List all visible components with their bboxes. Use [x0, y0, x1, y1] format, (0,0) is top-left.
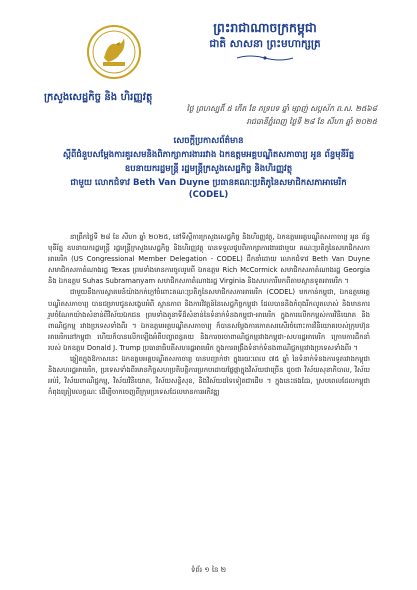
ministry-logo	[86, 24, 142, 80]
ministry-name: ក្រសួងសេដ្ឋកិច្ច និង ហិរញ្ញវត្ថុ	[44, 92, 153, 103]
title-line-1: សេចក្តីប្រកាសព័ត៌មាន	[173, 136, 244, 146]
lunar-date: ថ្ងៃ ព្រហស្បតិ៍ ៥ កើត ខែ ភទ្របទ ឆ្នាំ ម្សាញ់ សប្តស័ក ព.ស. ២៥៦៨	[186, 104, 377, 113]
title-line-3: ឧបនាយករដ្ឋមន្ត្រី រដ្ឋមន្ត្រីក្រសួងសេដ្ឋកិច្ច និងហិរញ្ញវត្ថុ	[124, 164, 293, 174]
press-release-body	[48, 232, 370, 398]
solar-date: រាជធានីភ្នំពេញ ថ្ងៃទី ២៨ ខែ សីហា ឆ្នាំ ២០២៥	[246, 117, 377, 126]
title-line-2: ស្តីពីជំនួបសម្តែងការគួរសមនិងពិភាក្សាការងាររវាង ឯកឧត្តមអគ្គបណ្ឌិតសភាចារ្យ អូន ព័ន្ធមុនីរ័ត្ន	[62, 150, 355, 160]
ornament-divider	[235, 54, 295, 62]
page-number: ទំព័រ ១ នៃ ២	[190, 566, 227, 574]
national-motto: ជាតិ សាសនា ព្រះមហាក្សត្រ	[209, 38, 321, 50]
title-line-5: (CODEL)	[188, 190, 229, 200]
press-release-title	[48, 134, 369, 200]
paragraph-2: ជាមួយនឹងការស្វាគមន៍យ៉ាងកក់ក្តៅចំពោះគណៈប្រតិភូនៃសមាជិកសភាអាមេរិក (CODEL) មកកាន់កម្ពុជា, ឯកឧត្តមអគ្គបណ្ឌិតសភាចារ្យ បានជម្រាបជូនសង្ខេបអំពី ស្ថានភាព និងការវិវត្តន៍នៃសេដ្ឋកិច្ចកម្ពុជា ដែលបាននិងកំពុងរីកលូតលាស់ និងមានការរួមចំណែកយ៉ាងសំខាន់ពីវិស័យឯកជន ព្រមទាំងតួនាទីដ៏សំខាន់នៃទំនាក់ទំនងកម្ពុជា-អាមេរិក ក្នុងការលើកកម្ពស់ការវិនិយោគ និងពាណិជ្ជកម្ម រវាងប្រទេសទាំងពីរ ។ ឯកឧត្តមអគ្គបណ្ឌិតសភាចារ្យ ក៏បានសម្តែងការកោតសរសើរចំពោះការវិនិយោគរបស់ក្រុមហ៊ុនអាមេរិកនៅកម្ពុជា ហើយក៏បានលើកឡើងអំពីបញ្ហាពន្ធគយ និងការចរចាពាណិជ្ជកម្មរវាងកម្ពុជា-សហរដ្ឋអាមេរិក ក្រោមការដឹកនាំរបស់ ឯកឧត្តម Donald J. Trump ប្រធានាធិបតីសហរដ្ឋអាមេរិក ក្នុងការពង្រឹងទំនាក់ទំនងពាណិជ្ជកម្មរវាងប្រទេសទាំងពីរ ។	[48, 288, 370, 352]
title-line-4: ជាមួយ លោកជំទាវ Beth Van Duyne ប្រធានគណៈប្រតិភូនៃសមាជិកសភាអាមេរិក	[70, 178, 347, 188]
paragraph-1: នាព្រឹកថ្ងៃទី ២៨ ខែ សីហា ឆ្នាំ ២០២៥, នៅទីស្តីការក្រសួងសេដ្ឋកិច្ច និងហិរញ្ញវត្ថុ, ឯកឧត្តមអគ្គបណ្ឌិតសភាចារ្យ អូន ព័ន្ធមុនីរ័ត្ន ឧបនាយករដ្ឋមន្ត្រី រដ្ឋមន្ត្រីក្រសួងសេដ្ឋកិច្ច និងហិរញ្ញវត្ថុ បានទទួលជួបពិភាក្សាការងារជាមួយ គណៈប្រតិភូនៃសមាជិកសភាអាមេរិក (US Congressional Member Delegation - CODEL) ដឹកនាំដោយ លោកជំទាវ Beth Van Duyne សមាជិកសភាតំណាងរដ្ឋ Texas ព្រមទាំងមានការចូលរួមពី ឯកឧត្តម Rich McCormick សមាជិកសភាតំណាងរដ្ឋ Georgia និង ឯកឧត្តម Suhas Subramanyam សមាជិកសភាតំណាងរដ្ឋ Virginia និងសហការីមកពីតាមស្ថានទូតអាមេរិក ។	[48, 233, 370, 286]
paragraph-3: ឆ្លៀតក្នុងឱកាសនេះ ឯកឧត្តមអគ្គបណ្ឌិតសភាចារ្យ បានបញ្ជាក់ថា ក្នុងរយៈពេល ៧៥ ឆ្នាំ នៃទំនាក់ទំនងការទូតរវាងកម្ពុជា និងសហរដ្ឋអាមេរិក, ប្រទេសទាំងពីរមានកិច្ចសហប្រតិបត្តិការប្រកបដោយផ្លែផ្កាក្នុងវិស័យជាច្រើន ដូចជា វិស័យសុខាភិបាល, វិស័យអប់រំ, វិស័យពាណិជ្ជកម្ម, វិស័យវិនិយោគ, វិស័យសន្តិសុខ, និងវិស័យដទៃទៀតជាដើម ។ ក្នុងនេះផងដែរ, ស្របពេលដែលកម្ពុជាកំពុងត្រៀមលក្ខណៈ ដើម្បីចាកចេញពីក្រុមប្រទេសដែលមានការអភិវឌ្ឍ	[48, 355, 370, 397]
kingdom-title: ព្រះរាជាណាចក្រកម្ពុជា	[213, 20, 317, 35]
